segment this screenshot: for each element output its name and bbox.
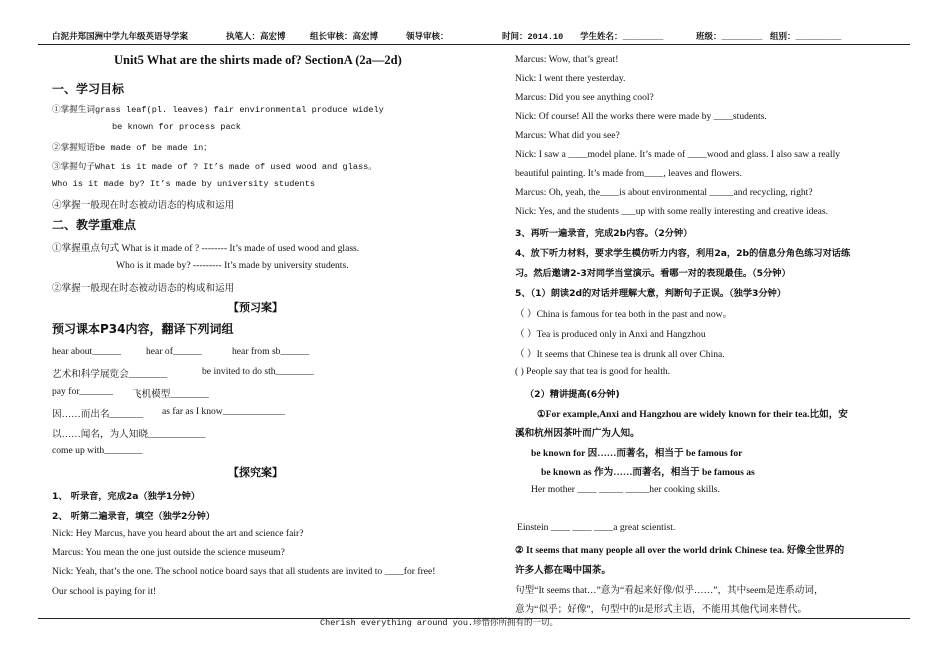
key-sentence-1: ①掌握重点句式 What is it made of ? -------- It’s made of used wood and glass.: [52, 243, 360, 254]
explain-example-1-cont: 溪和杭州因茶叶而广为人知。: [515, 428, 640, 439]
header-time: 时间：2014.10: [502, 32, 564, 42]
judge-item-4: ( ) People say that tea is good for health.: [515, 366, 671, 377]
header-class: 班级：________: [696, 32, 763, 42]
goal-vocabulary: ①掌握生词grass leaf(pl. leaves) fair environmental produce widely: [52, 105, 384, 115]
goal-vocabulary-cont: be known for process pack: [112, 122, 241, 132]
header-author: 执笔人：高宏博: [226, 32, 286, 42]
key-grammar: ②掌握一般现在时态被动语态的构成和运用: [52, 283, 235, 294]
phrase-as-far-as: as far as I know_____________: [162, 406, 286, 417]
header-student: 学生姓名：________: [580, 32, 664, 42]
dialogue-line: Marcus: You mean the one just outside the science museum?: [52, 547, 285, 558]
step-3: 3、再听一遍录音，完成2b内容。（2分钟）: [515, 228, 693, 239]
explore-step-2: 2、 听第二遍录音，填空（独学2分钟）: [52, 511, 215, 522]
dialogue-line: Nick: Yeah, that’s the one. The school notice board says that all students are invited to ____for free!: [52, 566, 436, 577]
goals-heading: 一、学习目标: [52, 82, 125, 96]
step-4: 4、放下听力材料，要求学生模仿听力内容，利用2a，2b的信息分角色练习对话练: [515, 248, 851, 259]
header-group: 组长审核：高宏博: [310, 32, 379, 42]
explain-it-seems: 句型“It seems that…”意为“看起来好像/似乎……”，其中seem是连系动词，: [515, 585, 824, 596]
explore-step-1: 1、 听录音，完成2a（独学1分钟）: [52, 491, 201, 502]
phrase-invited: be invited to do sth________: [202, 366, 314, 377]
dialogue-line: Nick: I saw a ____model plane. It’s made of ____wood and glass. I also saw a really: [515, 149, 841, 160]
explain-it-seems-cont: 意为“似乎；好像”，句型中的it是形式主语，不能用其他代词来替代。: [515, 604, 808, 615]
dialogue-line: Nick: Of course! All the works there were made by ____students.: [515, 111, 767, 122]
header-school: 白泥井郑国洲中学九年级英语导学案: [52, 32, 189, 42]
explain-heading: （2）精讲提高(6分钟): [525, 389, 620, 400]
exercise-2: Einstein ____ ____ ____a great scientist.: [517, 522, 676, 533]
goal-sentences: ③掌握句子What is it made of ? It’s made of used wood and glass。: [52, 162, 377, 172]
key-points-heading: 二、教学重难点: [52, 218, 137, 232]
dialogue-line: Nick: Yes, and the students ___up with some really interesting and creative ideas.: [515, 206, 829, 217]
header-team: 组别：_________: [770, 32, 842, 42]
goal-phrases: ②掌握短语be made of be made in；: [52, 143, 212, 153]
phrase-model-plane: 飞机模型________: [132, 389, 209, 400]
explain-example-2-cont: 许多人都在喝中国茶。: [515, 565, 611, 576]
exercise-1: Her mother ____ _____ _____her cooking skills.: [531, 484, 720, 495]
header-leader: 领导审核：: [406, 32, 449, 42]
dialogue-line: Marcus: Wow, that’s great!: [515, 54, 619, 65]
dialogue-line: Marcus: What did you see?: [515, 130, 620, 141]
page-title: Unit5 What are the shirts made of? SectionA (2a—2d): [114, 53, 402, 67]
goal-grammar: ④掌握一般现在时态被动语态的构成和运用: [52, 200, 235, 211]
dialogue-line: Marcus: Oh, yeah, the____is about environmental _____and recycling, right?: [515, 187, 813, 198]
dialogue-line: Our school is paying for it!: [52, 586, 157, 597]
preview-task: 预习课本P34内容，翻译下列词组: [52, 322, 234, 336]
dialogue-line: Nick: I went there yesterday.: [515, 73, 626, 84]
dialogue-line: Nick: Hey Marcus, have you heard about the art and science fair?: [52, 528, 304, 539]
header-divider: [38, 44, 910, 45]
phrase-famous-for: 因……而出名_______: [52, 409, 144, 420]
judge-item-1: （ ）China is famous for tea both in the past and now。: [515, 309, 733, 320]
phrase-known-for: 以……闻名，为人知晓____________: [52, 429, 206, 440]
page-header: [52, 30, 912, 44]
phrase-hear-of: hear of______: [146, 346, 202, 357]
judge-item-3: （ ）It seems that Chinese tea is drunk all over China.: [515, 349, 725, 360]
dialogue-line: beautiful painting. It’s made from____, leaves and flowers.: [515, 168, 742, 179]
phrase-come-up-with: come up with________: [52, 445, 143, 456]
explain-known-for: be known for 因……而著名，相当于 be famous for: [531, 448, 743, 459]
dialogue-line: Marcus: Did you see anything cool?: [515, 92, 654, 103]
explore-heading: 【探究案】: [228, 467, 283, 479]
explain-example-1: ①For example,Anxi and Hangzhou are widely known for their tea.比如，安: [537, 409, 848, 420]
goal-sentences-cont: Who is it made by? It’s made by university students: [52, 179, 316, 189]
step-4-cont: 习。然后邀请2-3对同学当堂演示。看哪一对的表现最佳。（5分钟）: [515, 268, 791, 279]
explain-example-2: ② It seems that many people all over the world drink Chinese tea. 好像全世界的: [515, 545, 845, 556]
explain-known-as: be known as 作为……而著名，相当于 be famous as: [541, 467, 755, 478]
preview-heading: 【预习案】: [228, 302, 283, 314]
phrase-hear-about: hear about______: [52, 346, 122, 357]
key-sentence-2: Who is it made by? --------- It’s made by university students.: [116, 260, 349, 271]
phrase-hear-from: hear from sb______: [232, 346, 310, 357]
judge-item-2: （ ）Tea is produced only in Anxi and Hangzhou: [515, 329, 706, 340]
footer-motto: Cherish everything around you.珍惜你所拥有的一切。: [320, 618, 559, 628]
phrase-pay-for: pay for_______: [52, 386, 114, 397]
phrase-fair: 艺术和科学展览会________: [52, 369, 168, 380]
step-5: 5、（1）朗读2d的对话并理解大意，判断句子正误。（独学3分钟）: [515, 288, 787, 299]
